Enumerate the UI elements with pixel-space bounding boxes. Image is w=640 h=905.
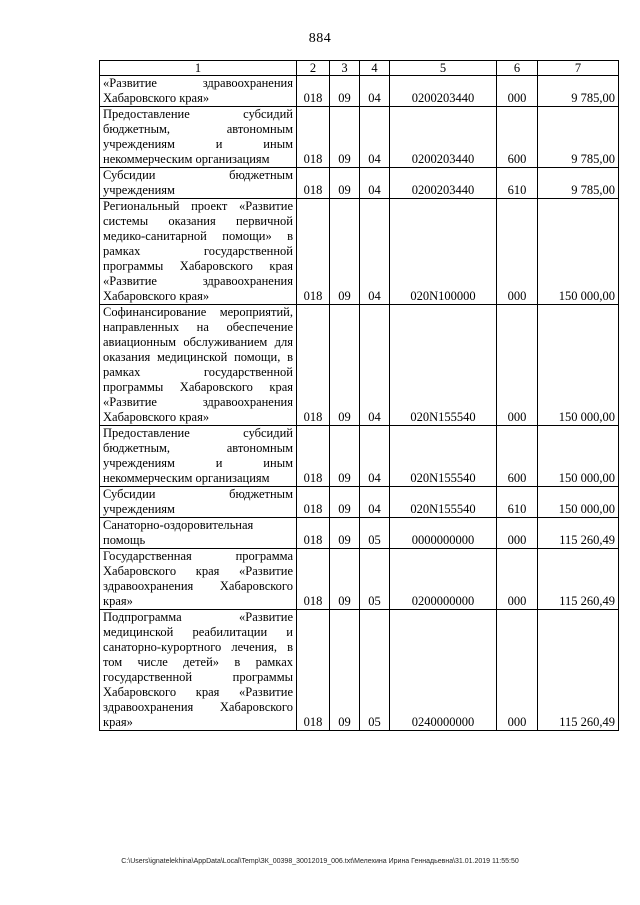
row-amount-cell: 115 260,49 bbox=[538, 610, 619, 731]
row-code-cell: 018 bbox=[297, 107, 330, 168]
row-code-cell: 018 bbox=[297, 610, 330, 731]
table-row bbox=[100, 426, 619, 487]
row-expense-type-cell: 600 bbox=[497, 107, 538, 168]
row-amount-cell: 150 000,00 bbox=[538, 199, 619, 305]
table-row bbox=[100, 487, 619, 518]
table-row bbox=[100, 76, 619, 107]
table-row bbox=[100, 610, 619, 731]
row-target-article-cell: 0200000000 bbox=[390, 549, 497, 610]
column-header: 2 bbox=[297, 61, 330, 76]
row-subsection-cell: 04 bbox=[360, 487, 390, 518]
table-header-row bbox=[100, 61, 619, 76]
row-subsection-cell: 05 bbox=[360, 518, 390, 549]
column-header: 3 bbox=[330, 61, 360, 76]
row-subsection-cell: 04 bbox=[360, 305, 390, 426]
table-row bbox=[100, 518, 619, 549]
row-name-cell: Субсидии бюджетным учреждениям bbox=[100, 168, 297, 199]
table-row bbox=[100, 168, 619, 199]
row-name-cell: Софинансирование мероприятий, направленных на обеспечение авиационным обслуживанием для оказания медицинской помощи, в рамках государственной программы Хабаровского края «Развитие здравоохранения Хабаровского края» bbox=[100, 305, 297, 426]
row-target-article-cell: 020N155540 bbox=[390, 487, 497, 518]
row-target-article-cell: 0000000000 bbox=[390, 518, 497, 549]
row-section-cell: 09 bbox=[330, 107, 360, 168]
table-row bbox=[100, 549, 619, 610]
row-amount-cell: 9 785,00 bbox=[538, 76, 619, 107]
row-target-article-cell: 020N100000 bbox=[390, 199, 497, 305]
row-subsection-cell: 04 bbox=[360, 107, 390, 168]
row-target-article-cell: 0200203440 bbox=[390, 168, 497, 199]
row-code-cell: 018 bbox=[297, 549, 330, 610]
row-target-article-cell: 0200203440 bbox=[390, 107, 497, 168]
row-name-cell: Подпрограмма «Развитие медицинской реабилитации и санаторно-курортного лечения, в том числе детей» в рамках государственной программы Хабаровского края «Развитие здравоохранения Хабаровского края» bbox=[100, 610, 297, 731]
row-section-cell: 09 bbox=[330, 610, 360, 731]
row-amount-cell: 115 260,49 bbox=[538, 549, 619, 610]
row-subsection-cell: 05 bbox=[360, 549, 390, 610]
column-header: 4 bbox=[360, 61, 390, 76]
row-subsection-cell: 05 bbox=[360, 610, 390, 731]
page-number: 884 bbox=[308, 31, 332, 46]
row-code-cell: 018 bbox=[297, 518, 330, 549]
row-name-cell: Государственная программа Хабаровского края «Развитие здравоохранения Хабаровского края» bbox=[100, 549, 297, 610]
row-section-cell: 09 bbox=[330, 305, 360, 426]
row-name-cell: Предоставление субсидий бюджетным, автономным учреждениям и иным некоммерческим организациям bbox=[100, 426, 297, 487]
row-subsection-cell: 04 bbox=[360, 199, 390, 305]
row-section-cell: 09 bbox=[330, 199, 360, 305]
row-code-cell: 018 bbox=[297, 76, 330, 107]
row-name-cell: Санаторно-оздоровительная помощь bbox=[100, 518, 297, 549]
row-amount-cell: 150 000,00 bbox=[538, 487, 619, 518]
column-header: 1 bbox=[100, 61, 297, 76]
row-name-cell: «Развитие здравоохранения Хабаровского края» bbox=[100, 76, 297, 107]
row-amount-cell: 150 000,00 bbox=[538, 305, 619, 426]
row-section-cell: 09 bbox=[330, 76, 360, 107]
row-amount-cell: 150 000,00 bbox=[538, 426, 619, 487]
row-amount-cell: 115 260,49 bbox=[538, 518, 619, 549]
row-code-cell: 018 bbox=[297, 426, 330, 487]
table-row bbox=[100, 107, 619, 168]
row-expense-type-cell: 000 bbox=[497, 305, 538, 426]
row-expense-type-cell: 000 bbox=[497, 518, 538, 549]
row-amount-cell: 9 785,00 bbox=[538, 107, 619, 168]
row-name-cell: Субсидии бюджетным учреждениям bbox=[100, 487, 297, 518]
row-target-article-cell: 020N155540 bbox=[390, 426, 497, 487]
row-expense-type-cell: 600 bbox=[497, 426, 538, 487]
row-target-article-cell: 020N155540 bbox=[390, 305, 497, 426]
row-section-cell: 09 bbox=[330, 549, 360, 610]
row-subsection-cell: 04 bbox=[360, 426, 390, 487]
row-target-article-cell: 0240000000 bbox=[390, 610, 497, 731]
row-code-cell: 018 bbox=[297, 168, 330, 199]
row-expense-type-cell: 610 bbox=[497, 487, 538, 518]
column-header: 7 bbox=[538, 61, 619, 76]
row-section-cell: 09 bbox=[330, 518, 360, 549]
table-row bbox=[100, 199, 619, 305]
row-name-cell: Предоставление субсидий бюджетным, автономным учреждениям и иным некоммерческим организациям bbox=[100, 107, 297, 168]
row-code-cell: 018 bbox=[297, 305, 330, 426]
row-name-cell: Региональный проект «Развитие системы оказания первичной медико-санитарной помощи» в рамках государственной программы Хабаровского края «Развитие здравоохранения Хабаровского края» bbox=[100, 199, 297, 305]
row-expense-type-cell: 000 bbox=[497, 76, 538, 107]
file-path-footer: C:\Users\ignatelekhina\AppData\Local\Temp\ЗК_00398_30012019_006.txt\Мелехина Ирина Геннадьевна\31.01.2019 11:55:50 bbox=[121, 858, 519, 865]
row-expense-type-cell: 000 bbox=[497, 199, 538, 305]
row-amount-cell: 9 785,00 bbox=[538, 168, 619, 199]
column-header: 5 bbox=[390, 61, 497, 76]
row-subsection-cell: 04 bbox=[360, 168, 390, 199]
row-section-cell: 09 bbox=[330, 426, 360, 487]
row-expense-type-cell: 610 bbox=[497, 168, 538, 199]
row-code-cell: 018 bbox=[297, 487, 330, 518]
row-expense-type-cell: 000 bbox=[497, 610, 538, 731]
row-section-cell: 09 bbox=[330, 168, 360, 199]
row-section-cell: 09 bbox=[330, 487, 360, 518]
row-subsection-cell: 04 bbox=[360, 76, 390, 107]
row-expense-type-cell: 000 bbox=[497, 549, 538, 610]
column-header: 6 bbox=[497, 61, 538, 76]
row-code-cell: 018 bbox=[297, 199, 330, 305]
budget-table bbox=[99, 60, 619, 731]
table-row bbox=[100, 305, 619, 426]
row-target-article-cell: 0200203440 bbox=[390, 76, 497, 107]
